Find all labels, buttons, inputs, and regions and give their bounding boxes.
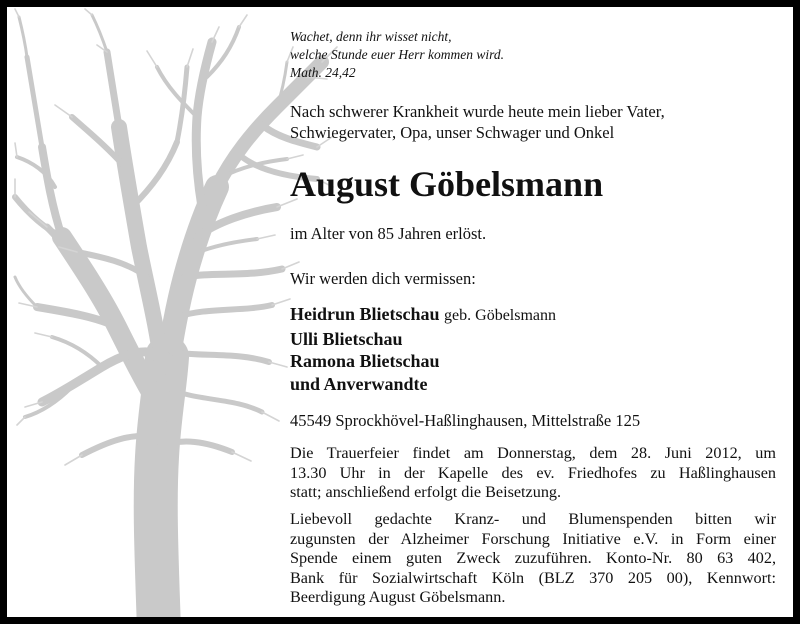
family-member-name: Ulli Blietschau [290,328,403,349]
family-member [290,328,776,351]
family-member-name: Heidrun Blietschau [290,304,440,324]
family-member-name: Ramona Blietschau [290,351,440,371]
deceased-name: August Göbelsmann [290,164,604,204]
donation-info [290,510,776,608]
miss-line: Wir werden dich vermissen: [290,269,476,288]
family-member-name: und Anverwandte [290,373,428,394]
funeral-info-line: Die Trauerfeier findet am Donnerstag, dem 28. Juni 2012, um [290,444,776,462]
bible-verse-line: Wachet, denn ihr wisset nicht, [290,29,452,44]
donation-info-line: zugunsten der Alzheimer Forschung Initiative e.V. in Form einer [290,529,776,548]
donation-info-line: Bank für Sozialwirtschaft Köln (BLZ 370 205 00), Kennwort: [290,568,776,587]
bible-verse-source: Math. 24,42 [290,65,356,80]
family-member [290,350,776,373]
donation-info-line: Beerdigung August Göbelsmann. [290,588,506,606]
age-line: im Alter von 85 Jahren erlöst. [290,224,487,243]
intro-line: Nach schwerer Krankheit wurde heute mein lieber Vater, [290,102,665,121]
bible-verse [290,28,776,82]
bible-verse-line: welche Stunde euer Herr kommen wird. [290,47,504,62]
funeral-info-line: 13.30 Uhr in der Kapelle des ev. Friedhofes zu Haßlinghausen [290,463,776,482]
family-member-note: geb. Göbelsmann [444,307,557,324]
address: 45549 Sprockhövel-Haßlinghausen, Mittelstraße 125 [290,411,641,430]
family-member [290,373,776,396]
intro-line: Schwiegervater, Opa, unser Schwager und Onkel [290,123,615,142]
donation-info-line: Spende einem guten Zweck zuzuführen. Konto-Nr. 80 63 402, [290,549,776,567]
family-member [290,303,776,328]
intro-text [290,101,776,143]
funeral-info-line: statt; anschließend erfolgt die Beisetzung. [290,483,562,501]
donation-info-line: Liebevoll gedachte Kranz- und Blumenspenden bitten wir [290,510,776,528]
family-list [290,303,776,395]
funeral-info [290,444,776,503]
